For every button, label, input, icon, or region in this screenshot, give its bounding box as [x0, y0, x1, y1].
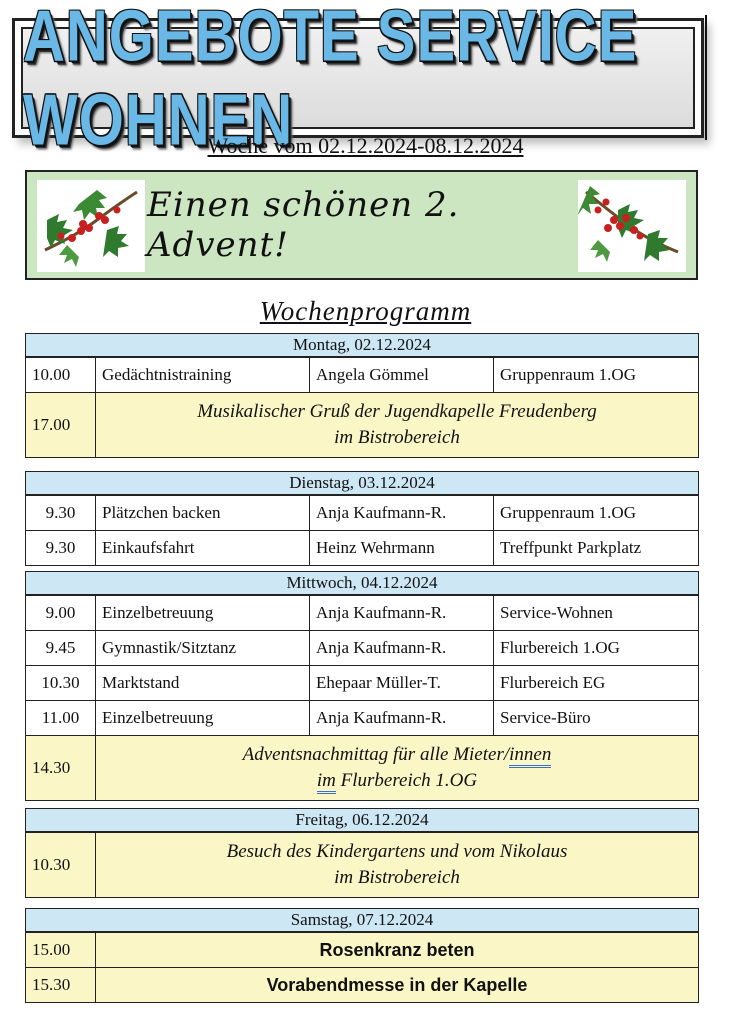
day-table-freitag — [25, 808, 699, 898]
table-row — [26, 357, 698, 392]
time-cell: 10.30 — [26, 833, 96, 897]
place-cell: Gruppenraum 1.OG — [500, 365, 636, 384]
table-row — [26, 495, 698, 530]
event-cell — [96, 736, 698, 800]
place-cell: Flurbereich EG — [500, 673, 606, 692]
activity-cell: Gymnastik/Sitztanz — [96, 631, 310, 665]
week-range: Woche vom 02.12.2024-08.12.2024 — [207, 133, 524, 158]
table-row-special — [26, 735, 698, 800]
event-text-underlined: im — [317, 770, 336, 794]
activity-cell: Einzelbetreuung — [96, 596, 310, 630]
table-row-special — [26, 392, 698, 457]
day-table-samstag — [25, 908, 699, 1003]
place-cell: Service-Büro — [500, 708, 591, 727]
time-cell: 17.00 — [26, 393, 96, 457]
day-header: Freitag, 06.12.2024 — [26, 809, 698, 832]
place-cell: Gruppenraum 1.OG — [500, 503, 636, 522]
activity-cell: Plätzchen backen — [96, 496, 310, 530]
table-row — [26, 530, 698, 565]
leader-cell: Angela Gömmel — [310, 358, 494, 392]
leader-cell: Anja Kaufmann-R. — [310, 701, 494, 735]
day-header: Samstag, 07.12.2024 — [26, 909, 698, 932]
day-table-mittwoch — [25, 571, 699, 801]
advent-greeting: Einen schönen 2. Advent! — [147, 185, 460, 265]
event-line: im Bistrobereich — [334, 427, 460, 448]
day-table-dienstag — [25, 471, 699, 566]
leader-cell: Anja Kaufmann-R. — [310, 631, 494, 665]
event-cell — [96, 833, 698, 897]
activity-cell: Einkaufsfahrt — [96, 531, 310, 565]
event-text: Adventsnachmittag für alle Mieter/ — [242, 744, 510, 765]
page-title: ANGEBOTE SERVICE WOHNEN — [23, 0, 638, 161]
leader-cell: Anja Kaufmann-R. — [310, 496, 494, 530]
program-heading: Wochenprogramm — [259, 296, 472, 326]
table-row-special — [26, 832, 698, 897]
event-cell: Vorabendmesse in der Kapelle — [266, 975, 528, 995]
table-row-special — [26, 967, 698, 1002]
day-header: Montag, 02.12.2024 — [26, 334, 698, 357]
vertical-rule — [705, 15, 707, 140]
event-text-underlined: innen — [509, 744, 551, 768]
activity-cell: Marktstand — [96, 666, 310, 700]
holly-icon — [37, 180, 145, 272]
day-header: Dienstag, 03.12.2024 — [26, 472, 698, 495]
place-cell: Service-Wohnen — [500, 603, 613, 622]
event-line: Besuch des Kindergartens und vom Nikolaus — [226, 841, 568, 862]
table-row-special — [26, 932, 698, 967]
time-cell: 9.30 — [26, 531, 96, 565]
place-cell: Flurbereich 1.OG — [500, 638, 620, 657]
event-cell: Rosenkranz beten — [319, 940, 475, 960]
place-cell: Treffpunkt Parkplatz — [500, 538, 642, 557]
time-cell: 9.45 — [26, 631, 96, 665]
day-header: Mittwoch, 04.12.2024 — [26, 572, 698, 595]
leader-cell: Ehepaar Müller-T. — [310, 666, 494, 700]
leader-cell: Heinz Wehrmann — [310, 531, 494, 565]
event-cell — [96, 393, 698, 457]
day-table-montag — [25, 333, 699, 458]
leader-cell: Anja Kaufmann-R. — [310, 596, 494, 630]
event-text: Flurbereich 1.OG — [335, 770, 478, 791]
time-cell: 10.30 — [26, 666, 96, 700]
time-cell: 15.30 — [26, 968, 96, 1002]
time-cell: 11.00 — [26, 701, 96, 735]
time-cell: 9.00 — [26, 596, 96, 630]
time-cell: 15.00 — [26, 933, 96, 967]
activity-cell: Einzelbetreuung — [96, 701, 310, 735]
holly-icon — [578, 180, 686, 272]
event-line: Musikalischer Gruß der Jugendkapelle Freudenberg — [197, 401, 597, 422]
event-line — [243, 742, 552, 768]
table-row — [26, 665, 698, 700]
activity-cell: Gedächtnistraining — [96, 358, 310, 392]
table-row — [26, 630, 698, 665]
advent-box — [25, 170, 698, 280]
event-line: im Bistrobereich — [334, 867, 460, 888]
table-row — [26, 595, 698, 630]
table-row — [26, 700, 698, 735]
time-cell: 14.30 — [26, 736, 96, 800]
time-cell: 9.30 — [26, 496, 96, 530]
time-cell: 10.00 — [26, 358, 96, 392]
event-line — [317, 768, 477, 794]
